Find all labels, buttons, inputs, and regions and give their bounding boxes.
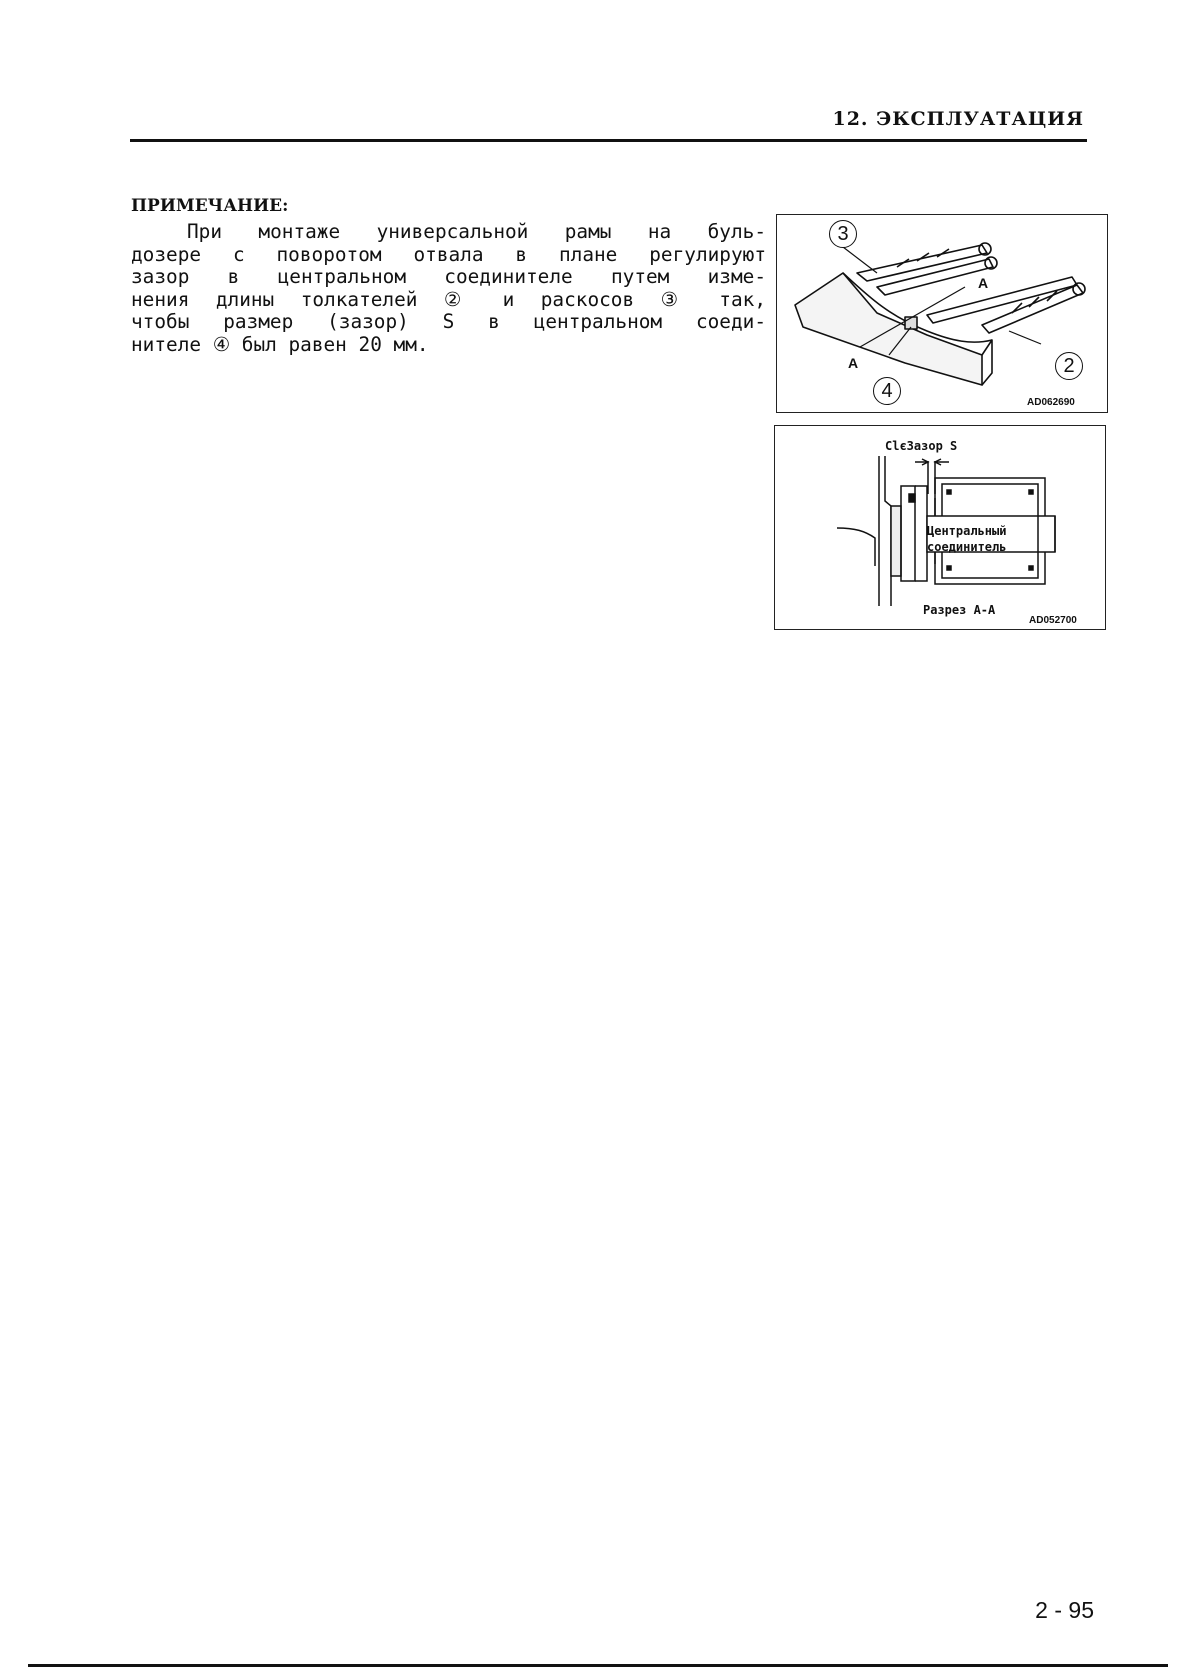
page-number: 2 - 95	[1035, 1597, 1094, 1623]
section-mark-a-left: A	[848, 355, 859, 371]
section-title: 12. ЭКСПЛУАТАЦИЯ	[832, 108, 1084, 130]
header-rule	[130, 139, 1087, 142]
clearance-label: ClєЗазор S	[885, 439, 958, 453]
connector-label-line2: соединитель	[927, 540, 1007, 554]
note-line: чтобы размер (зазор) S в центральном соеди-	[131, 310, 766, 333]
figure-code: AD052700	[1029, 615, 1077, 626]
blade-frame-figure	[776, 214, 1108, 413]
callout-4: 4	[873, 377, 901, 405]
note-heading: ПРИМЕЧАНИЕ:	[131, 196, 289, 216]
note-line: нителе ④ был равен 20 мм.	[131, 332, 429, 356]
connector-label-line1: Центральный	[927, 524, 1007, 538]
note-line: нения длины толкателей ② и раскосов ③ так,	[131, 287, 766, 311]
note-line: зазор в центральном соединителе путем изме-	[131, 265, 766, 288]
connector-section-figure	[774, 425, 1106, 630]
footer-rule	[28, 1664, 1168, 1667]
note-line: дозере с поворотом отвала в плане регулируют	[131, 242, 766, 266]
section-caption: Разрез A-A	[923, 603, 996, 617]
figure-code: AD062690	[1027, 397, 1075, 408]
section-mark-a-top: A	[978, 275, 989, 291]
blade-frame-drawing	[777, 215, 1107, 412]
callout-3: 3	[829, 220, 857, 248]
note-line: При монтаже универсальной рамы на буль-	[187, 220, 766, 243]
note-body	[131, 221, 766, 356]
callout-2: 2	[1055, 352, 1083, 380]
